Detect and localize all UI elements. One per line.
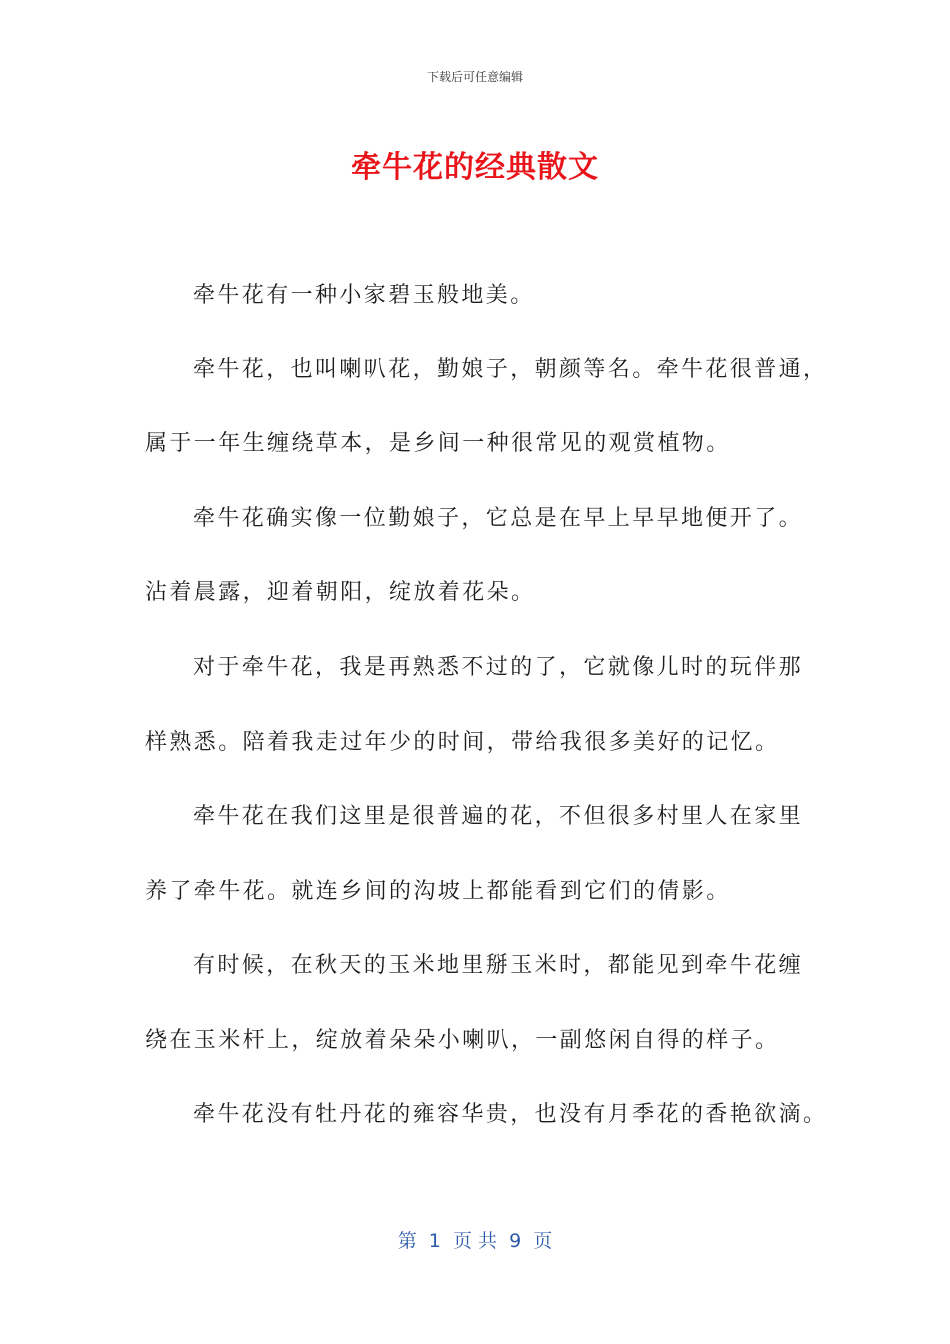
paragraph-line: 有时候，在秋天的玉米地里掰玉米时，都能见到牵牛花缠 [193,953,804,978]
document-title: 牵牛花的经典散文 [351,150,599,185]
page-number-footer: 第 1 页 共 9 页 [397,1230,553,1252]
paragraph-line: 对于牵牛花，我是再熟悉不过的了，它就像儿时的玩伴那 [193,655,804,680]
paragraph-line: 样熟悉。陪着我走过年少的时间，带给我很多美好的记忆。 [145,730,780,755]
paragraph-line: 沾着晨露，迎着朝阳，绽放着花朵。 [145,580,536,605]
paragraph-line: 牵牛花有一种小家碧玉般地美。 [193,283,535,308]
paragraph-line: 绕在玉米杆上，绽放着朵朵小喇叭，一副悠闲自得的样子。 [145,1028,780,1053]
paragraph-line: 牵牛花，也叫喇叭花，勤娘子，朝颜等名。牵牛花很普通， [193,357,828,382]
header-note: 下载后可任意编辑 [426,70,523,84]
paragraph-line: 牵牛花确实像一位勤娘子，它总是在早上早早地便开了。 [193,506,804,531]
paragraph-line: 属于一年生缠绕草本，是乡间一种很常见的观赏植物。 [145,431,731,456]
paragraph-line: 牵牛花没有牡丹花的雍容华贵，也没有月季花的香艳欲滴。 [193,1102,828,1127]
paragraph-line: 牵牛花在我们这里是很普遍的花，不但很多村里人在家里 [193,804,804,829]
paragraph-line: 养了牵牛花。就连乡间的沟坡上都能看到它们的倩影。 [145,879,731,904]
